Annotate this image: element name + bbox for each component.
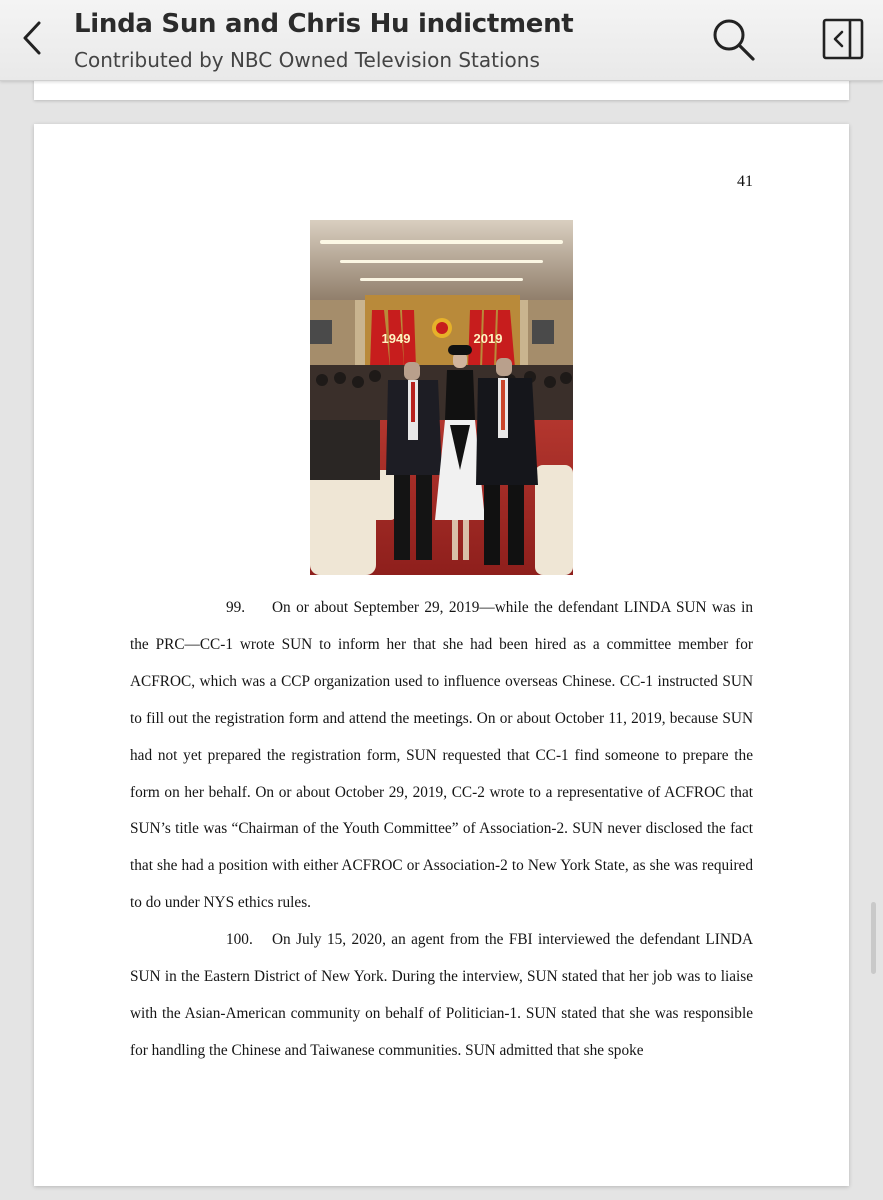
paragraph-99 [130, 590, 753, 922]
banner-year-right: 2019 [473, 331, 503, 346]
sidebar-toggle-button[interactable] [818, 14, 868, 64]
search-button[interactable] [708, 14, 758, 64]
document-page [34, 124, 849, 1186]
paragraph-text: On July 15, 2020, an agent from the FBI interviewed the defendant LINDA SUN in the Eastern District of New York. During the interview, SUN stated that her job was to liaise with the Asian-American community on behalf of Politician-1. SUN stated that she was responsible for handling the Chinese and Taiwanese communities. SUN admitted that she spoke [130, 931, 753, 1059]
search-icon [710, 16, 756, 62]
page-number: 41 [737, 173, 753, 190]
top-bar [0, 0, 883, 81]
paragraph-100 [130, 922, 753, 1070]
banner-year-left: 1949 [381, 331, 411, 346]
paragraph-number: 99. [226, 599, 246, 616]
document-body [130, 590, 753, 1070]
event-photo [310, 220, 573, 575]
back-button[interactable] [14, 18, 50, 58]
paragraph-number: 100. [226, 931, 253, 949]
paragraph-text: On or about September 29, 2019—while the defendant LINDA SUN was in the PRC—CC-1 wrote SUN to inform her that she had been hired as a committee member for ACFROC, which was a CCP organization used to influence overseas Chinese. CC-1 instructed SUN to fill out the registration form and attend the meetings. On or about October 11, 2019, because SUN had not yet prepared the registration form, SUN requested that CC-1 find someone to prepare the form on her behalf. On or about October 29, 2019, CC-2 wrote to a representative of ACFROC that SUN’s title was “Chairman of the Youth Committee” of Association-2. SUN never disclosed the fact that she had a position with either ACFROC or Association-2 to New York State, as she was required to do under NYS ethics rules. [130, 599, 753, 912]
collapse-panel-icon [822, 18, 864, 60]
document-title: Linda Sun and Chris Hu indictment [74, 9, 574, 39]
chevron-left-icon [21, 20, 43, 56]
scrollbar-thumb[interactable] [871, 902, 876, 974]
document-contributor: Contributed by NBC Owned Television Stations [74, 48, 540, 72]
